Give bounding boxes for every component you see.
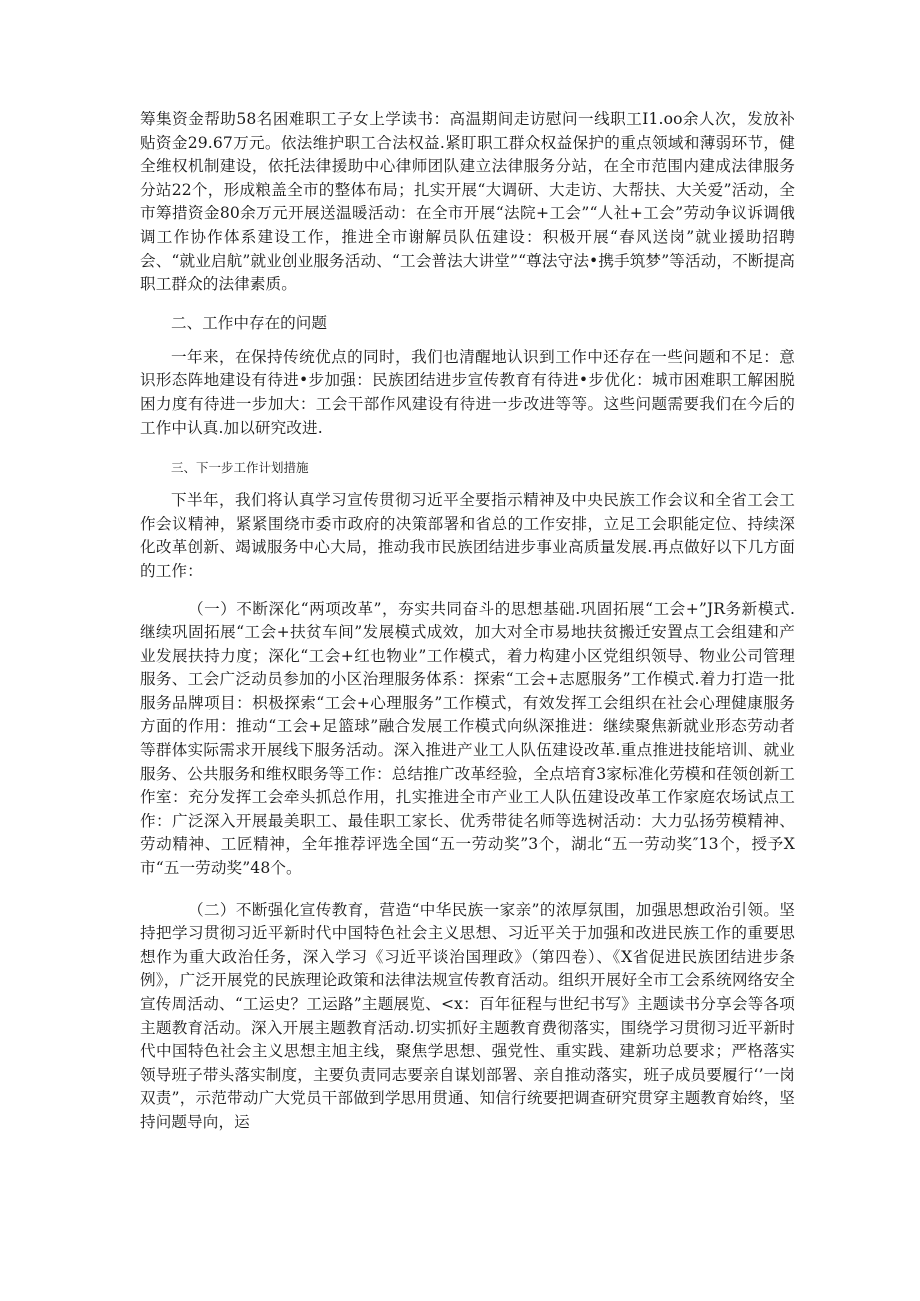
section-heading-problems: 二、工作中存在的问题	[171, 313, 327, 332]
document-page	[140, 108, 795, 1135]
paragraph-legal-rights: 筹集资金帮助58名困难职工子女上学读书：高温期间走访慰问一线职工I1.oo余人次，发放补贴资金29.67万元。依法维护职工合法权益.紧盯职工群众权益保护的重点领域和薄弱环节，健全维权机制建设，依托法律援助中心律师团队建立法律服务分站，在全市范围内建成法律服务分站22个，形成粮盖全市的整体布局；扎实开展“大调研、大走访、大帮扶、大关爱”活动，全市筹措资金80余万元开展送温暖活动：在全市开展“法院+工会”“人社+工会”劳动争议诉调俄调工作协作体系建设工作，推进全市谢解员队伍建设：积极开展“春风送岗”就业援助招聘会、“就业启航”就业创业服务活动、“工会普法大讲堂”“尊法守法•携手筑梦”等活动，不断提高职工群众的法律素质。	[140, 110, 795, 294]
paragraph-second-half-plan: 下半年，我们将认真学习宣传贯彻习近平全要指示精神及中央民族工作会议和全省工会工作会议精神，紧紧围绕市委市政府的决策部署和省总的工作安排，立足工会职能定位、持续深化改革创新、竭诚服务中心大局，推动我市民族团结进步事业高质量发展.再点做好以下几方面的工作：	[140, 491, 795, 580]
paragraph-problems: 一年来，在保持传统优点的同时，我们也清醒地认识到工作中还存在一些问题和不足：意识形态阵地建设有待进•步加强：民族团结进步宣传教育有待进•步优化：城市困难职工解困脱困力度有待进一步加大：工会干部作风建设有待进一步改进等等。这些问题需要我们在今后的工作中认真.加以研究改进.	[140, 347, 795, 437]
section-heading-next-steps: 三、下一步工作计划措施	[171, 460, 309, 476]
paragraph-reform-deepening: （一）不断深化“两项改革”，夯实共同奋斗的思想基础.巩固拓展“工会+”JR务新模式.继续巩固拓展“工会+扶贫车间”发展模式成效，加大对全市易地扶贫搬迁安置点工会组建和产业发展扶持力度；深化“工会+红也物业”工作模式，着力构建小区党组织领导、物业公司管理服务、工会广泛动员参加的小区治理服务体系：探索“工会+志愿服务”工作模式.着力打造一批服务品牌项目：枳极探索“工会+心理服务”工作模式，有效发挥工会组织在社会心理健康服务方面的作用：推动“工会+足篮球”融合发展工作模式向纵深推进：继续聚焦新就业形态劳动者等群体实际需求开展线下服务活动。深入推进产业工人队伍建设改革.重点推进技能培训、就业服务、公共服务和维权眼务等工作：总结推广改革经验，全点培育3家标准化劳模和荏领创新工作室：充分发挥工会牵头抓总作用，扎实推进全市产业工人队伍建设改革工作家庭农场试点工作：广泛深入开展最美职工、最佳职工家长、优秀带徒名师等选树活动：大力弘扬劳模精神、劳动精神、工匠精神，全年推荐评选全国“五一劳动奖”3个，湖北“五一劳动奖″13个，授予X市“五一劳动奖”48个。	[140, 599, 795, 878]
paragraph-publicity-education: （二）不断强化宣传教育，营造“中华民族一家亲”的浓厚氛围，加强思想政治引领。坚持把学习贯彻习近平新时代中国特色社会主义思想、习近平关于加强和改进民族工作的重要思想作为重大政治任务，深入学习《习近平谈治国理政》（第四卷）、《X省促进民族团结进步条例》，广泛开展党的民族理论政策和法律法规宣传教育活动。组织开展好全市工会系统网络安全宣传周活动、“工运史？工运路”主题展览、<x：百年征程与世纪书写》主题读书分享会等各项主题教育活动。深入开展主题教育活动.切实抓好主题教育费彻落实，围绕学习贯彻习近平新时代中国特色社会主义思想主旭主线，聚焦学思想、强党性、重实践、建新功总要求；严格落实领导班子带头落实制度，主要负责同志要亲自谋划部署、亲自推动落实，班子成员要履行‘’一岗双责”，示范带动广大党员干部做到学思用贯通、知信行统要把调查研究贯穿主题教育始终，坚持问题导向，运	[140, 900, 795, 1131]
